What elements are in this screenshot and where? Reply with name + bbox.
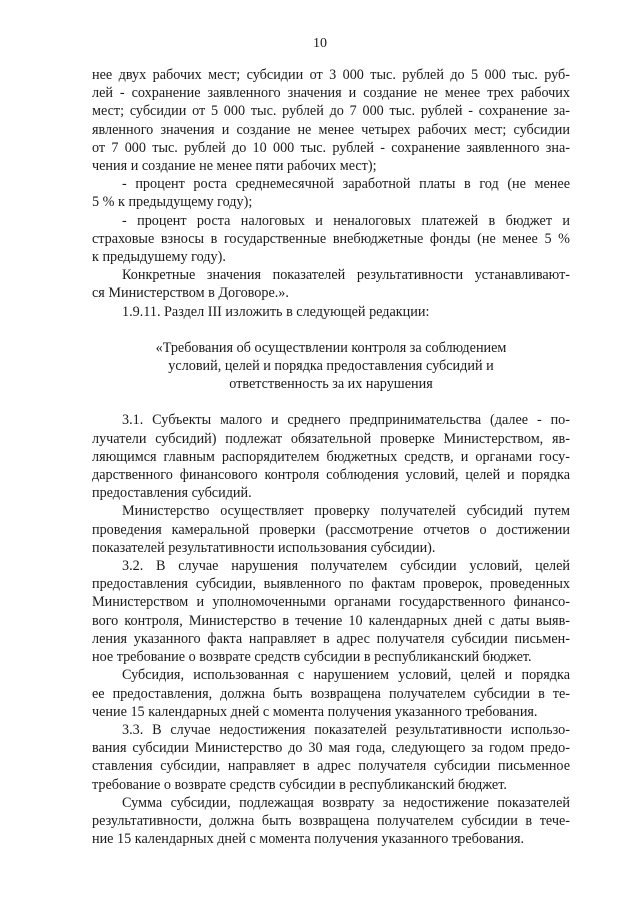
text-line: Министерство осуществляет проверку получателей субсидий путем xyxy=(122,503,570,520)
text-line: показателей результативности использования субсидии). xyxy=(92,539,436,556)
text-line: 3.2. В случае нарушения получателем субсидии условий, целей xyxy=(122,558,570,575)
text-line: чение 15 календарных дней с момента получения указанного требования. xyxy=(92,703,538,720)
text-line: ее предоставления, должна быть возвращена получателем субсидии в те- xyxy=(92,685,570,702)
text-line: Конкретные значения показателей результативности устанавливают- xyxy=(122,267,570,284)
text-line: ное требование о возврате средств субсидии в республиканский бюджет. xyxy=(92,649,532,666)
text-line: от 7 000 тыс. рублей до 10 000 тыс. рублей - сохранение заявленного зна- xyxy=(92,139,570,156)
text-line: ся Министерством в Договоре.». xyxy=(92,285,289,302)
text-line: ления указанного факта направляет в адрес получателя субсидии письмен- xyxy=(92,630,570,647)
text-line: явленного значения и создание не менее четырех рабочих мест; субсидии xyxy=(92,121,570,138)
text-line: Сумма субсидии, подлежащая возврату за недостижение показателей xyxy=(122,794,570,811)
section-title-line: условий, целей и порядка предоставления субсидий и xyxy=(168,358,494,375)
text-line: требование о возврате средств субсидии в республиканский бюджет. xyxy=(92,776,507,793)
text-line: проведения камеральной проверки (рассмотрение отчетов о достижении xyxy=(92,521,570,538)
text-line: страховые взносы в государственные внебюджетные фонды (не менее 5 % xyxy=(92,230,570,247)
text-line: 1.9.11. Раздел III изложить в следующей редакции: xyxy=(122,303,430,320)
text-line: лучатели субсидий) подлежат обязательной проверке Министерством, яв- xyxy=(92,430,570,447)
text-line: вания субсидии Министерство до 30 мая года, следующего за годом предо- xyxy=(92,740,570,757)
text-line: лей - сохранение заявленного значения и создание не менее трех рабочих xyxy=(92,85,570,102)
text-line: ляющимся главным распорядителем бюджетных средств, и органами госу- xyxy=(92,448,570,465)
text-line: к предыдушему году). xyxy=(92,249,226,266)
text-line: 5 % к предыдущему году); xyxy=(92,194,253,211)
text-line: Министерством и уполномоченными органами государственного финансо- xyxy=(92,594,570,611)
section-title-line: ответственность за их нарушения xyxy=(229,376,433,393)
text-line: Субсидия, использованная с нарушением условий, целей и порядка xyxy=(122,667,570,684)
text-line: предоставления субсидии, выявленного по фактам проверок, проведенных xyxy=(92,576,570,593)
text-line: нее двух рабочих мест; субсидии от 3 000 тыс. рублей до 5 000 тыс. руб- xyxy=(92,67,570,83)
document-body xyxy=(92,66,570,848)
section-title-line: «Требования об осуществлении контроля за соблюдением xyxy=(155,339,507,356)
text-line: предоставления субсидий. xyxy=(92,485,252,502)
text-line: 3.3. В случае недостижения показателей результативности использо- xyxy=(122,721,570,738)
text-line: 3.1. Субъекты малого и среднего предпринимательства (далее - по- xyxy=(122,412,570,429)
text-line: чения и создание не менее пяти рабочих мест); xyxy=(92,158,377,175)
text-line: дарственного финансового контроля соблюдения условий, целей и порядка xyxy=(92,467,570,484)
text-line: - процент роста налоговых и неналоговых платежей в бюджет и xyxy=(122,212,570,229)
text-line: вого контроля, Министерство в течение 10 календарных дней с даты выяв- xyxy=(92,612,570,629)
text-line: ние 15 календарных дней с момента получения указанного требования. xyxy=(92,831,525,848)
page-number: 10 xyxy=(313,36,327,51)
text-line: ставления субсидии, направляет в адрес получателя субсидии письменное xyxy=(92,758,570,775)
section-title xyxy=(92,339,570,394)
text-line: мест; субсидии от 5 000 тыс. рублей до 7 000 тыс. рублей - сохранение за- xyxy=(92,103,570,120)
text-line: - процент роста среднемесячной заработной платы в год (не менее xyxy=(122,176,570,193)
text-line: результативности, должна быть возвращена получателем субсидии в тече- xyxy=(92,812,570,829)
